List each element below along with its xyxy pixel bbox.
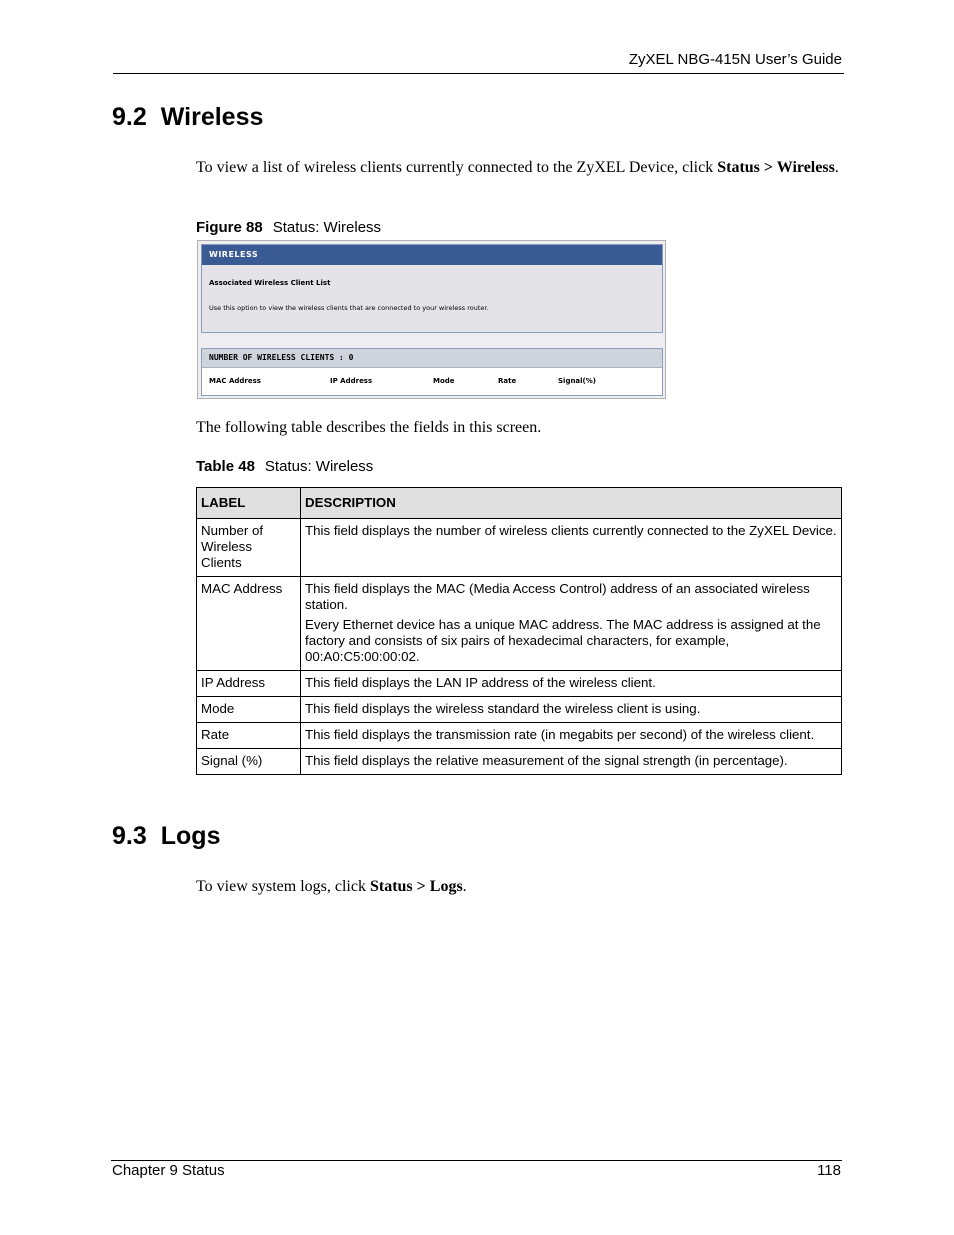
table-row bbox=[197, 749, 842, 775]
column-signal: Signal(%) bbox=[558, 377, 596, 385]
intro-text: To view a list of wireless clients currently connected to the ZyXEL Device, click bbox=[196, 159, 718, 176]
header-rule bbox=[113, 73, 844, 74]
section-title: Logs bbox=[160, 822, 221, 850]
row-description bbox=[301, 519, 842, 577]
row-label: Rate bbox=[197, 723, 301, 749]
footer-rule bbox=[111, 1160, 842, 1161]
description-text: This field displays the relative measurement of the signal strength (in percentage). bbox=[305, 753, 788, 768]
intro-menu-path: Status > Logs bbox=[369, 878, 463, 895]
row-label: Number of Wireless Clients bbox=[197, 519, 301, 577]
row-label: Mode bbox=[197, 697, 301, 723]
intro-menu-path: Status > Wireless bbox=[717, 159, 835, 176]
description-text: This field displays the number of wireless clients currently connected to the ZyXEL Device. bbox=[305, 523, 837, 538]
row-description bbox=[301, 749, 842, 775]
table-row bbox=[197, 671, 842, 697]
description-text: Every Ethernet device has a unique MAC address. The MAC address is assigned at the factory and consists of six pairs of hexadecimal characters, for example, 00:A0:C5:00:00:02. bbox=[305, 617, 821, 664]
page-number: 118 bbox=[817, 1162, 841, 1179]
table-caption bbox=[196, 458, 373, 475]
section-title: Wireless bbox=[160, 103, 264, 131]
description-text: This field displays the wireless standard the wireless client is using. bbox=[305, 701, 701, 716]
header-label: LABEL bbox=[197, 488, 301, 519]
intro-end: . bbox=[462, 878, 467, 895]
header-description: DESCRIPTION bbox=[301, 488, 842, 519]
panel-subtitle: Associated Wireless Client List bbox=[209, 279, 331, 287]
description-text: This field displays the LAN IP address of the wireless client. bbox=[305, 675, 656, 690]
row-description bbox=[301, 671, 842, 697]
section-number: 9.3 bbox=[112, 822, 147, 850]
wireless-panel bbox=[201, 244, 663, 333]
client-list-panel bbox=[201, 348, 663, 396]
table-intro: The following table describes the fields in this screen. bbox=[196, 419, 542, 436]
figure-title: Status: Wireless bbox=[272, 219, 382, 236]
row-description bbox=[301, 577, 842, 671]
row-label: Signal (%) bbox=[197, 749, 301, 775]
table-row bbox=[197, 723, 842, 749]
footer-chapter: Chapter 9 Status bbox=[112, 1162, 225, 1179]
running-header: ZyXEL NBG-415N User’s Guide bbox=[628, 51, 842, 68]
wireless-intro bbox=[196, 158, 844, 178]
description-text: This field displays the MAC (Media Access Control) address of an associated wireless station. bbox=[305, 581, 810, 612]
description-text: This field displays the transmission rate (in megabits per second) of the wireless client. bbox=[305, 727, 815, 742]
intro-text: To view system logs, click bbox=[196, 878, 370, 895]
table-row bbox=[197, 519, 842, 577]
column-ip-address: IP Address bbox=[330, 377, 373, 385]
table-row bbox=[197, 577, 842, 671]
panel-title: WIRELESS bbox=[202, 245, 662, 265]
section-heading-wireless bbox=[112, 103, 263, 132]
panel-description: Use this option to view the wireless clients that are connected to your wireless router. bbox=[209, 304, 489, 312]
row-label: IP Address bbox=[197, 671, 301, 697]
table-row bbox=[197, 697, 842, 723]
figure-caption bbox=[196, 219, 381, 236]
column-rate: Rate bbox=[498, 377, 517, 385]
intro-end: . bbox=[834, 159, 839, 176]
table-label: Table 48 bbox=[196, 458, 255, 475]
section-heading-logs bbox=[112, 822, 220, 851]
column-mac-address: MAC Address bbox=[209, 377, 261, 385]
row-description bbox=[301, 697, 842, 723]
table-header-row bbox=[197, 488, 842, 519]
table-title: Status: Wireless bbox=[264, 458, 374, 475]
section-number: 9.2 bbox=[112, 103, 147, 131]
clients-count-bar: NUMBER OF WIRELESS CLIENTS : 0 bbox=[202, 349, 662, 368]
figure-label: Figure 88 bbox=[196, 219, 263, 236]
row-description bbox=[301, 723, 842, 749]
logs-intro bbox=[196, 877, 844, 897]
status-wireless-screenshot bbox=[197, 240, 666, 399]
fields-table bbox=[196, 487, 842, 775]
column-mode: Mode bbox=[433, 377, 455, 385]
row-label: MAC Address bbox=[197, 577, 301, 671]
